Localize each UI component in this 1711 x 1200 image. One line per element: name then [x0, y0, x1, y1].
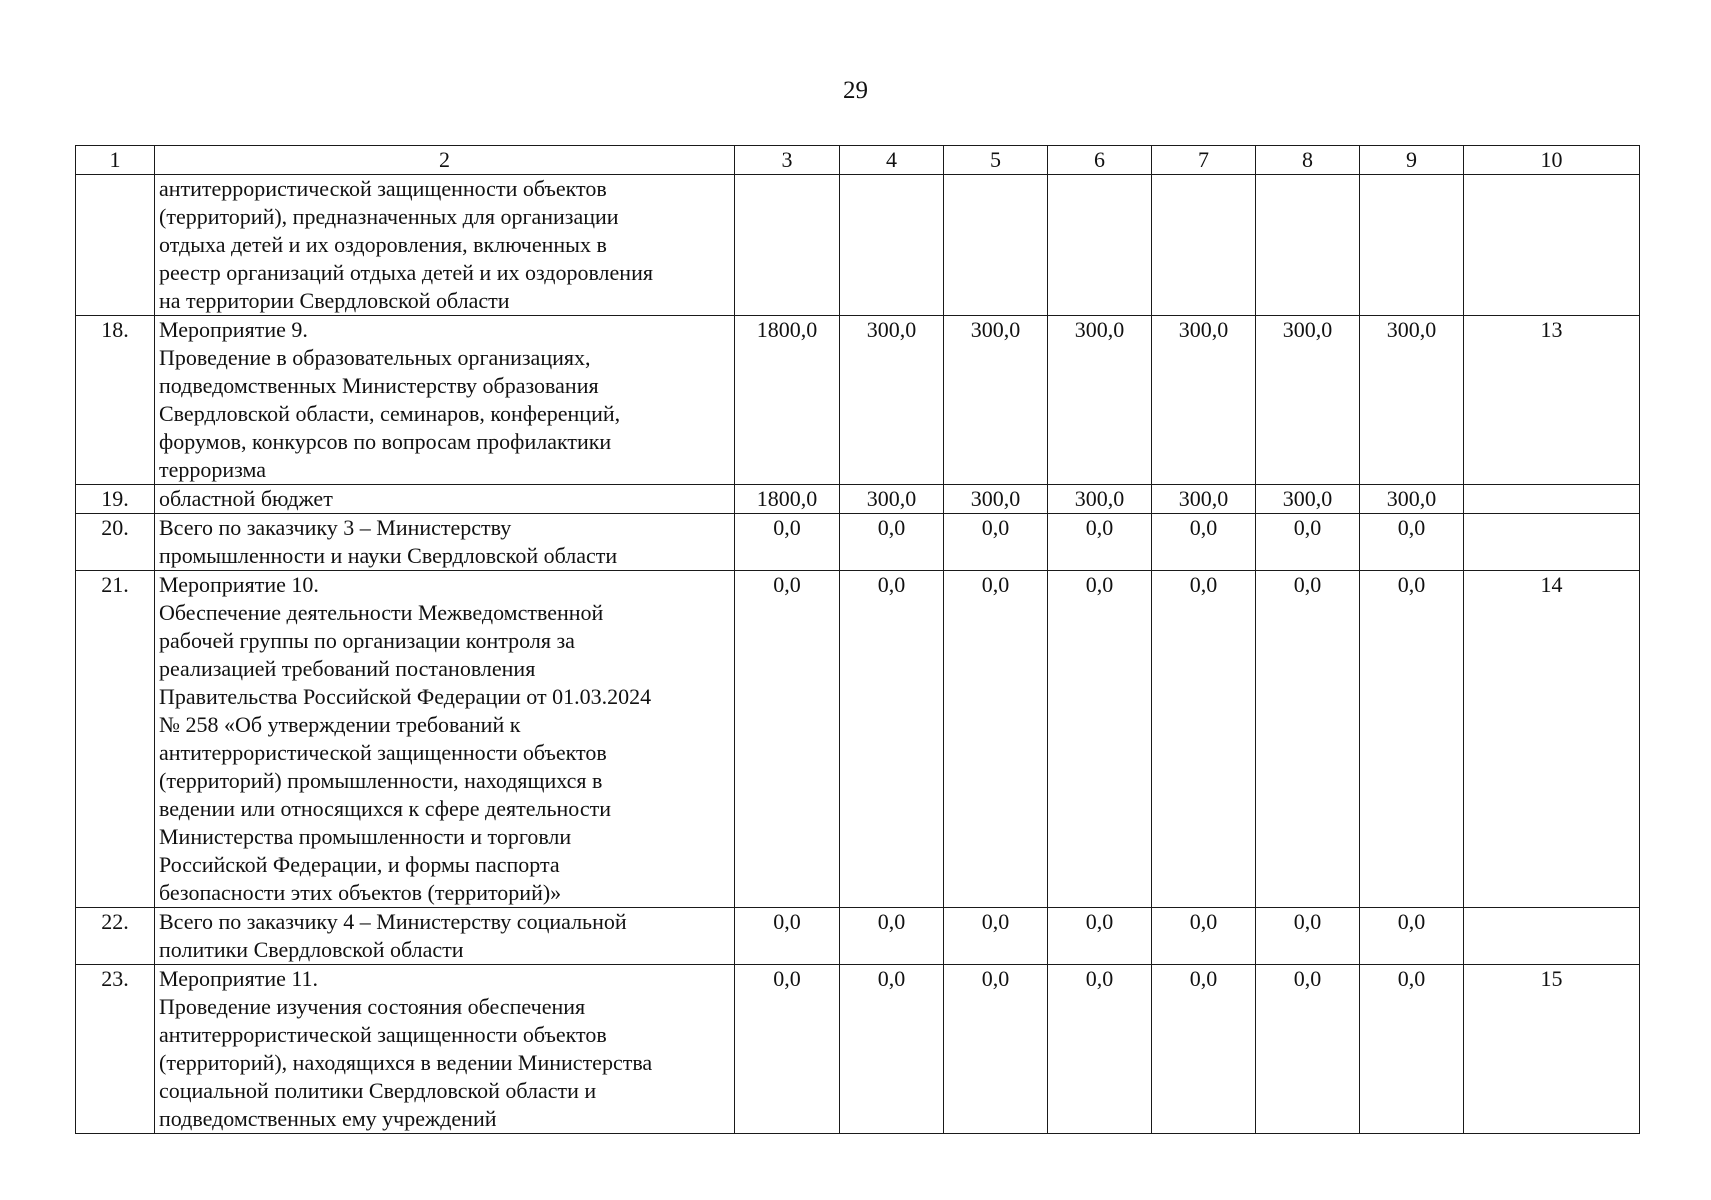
value-cell: 0,0 [1048, 571, 1152, 908]
value-cell: 300,0 [944, 485, 1048, 514]
value-cell: 0,0 [735, 908, 840, 965]
row-number: 23. [76, 965, 155, 1134]
value-cell: 0,0 [944, 514, 1048, 571]
value-cell: 0,0 [1360, 908, 1464, 965]
target-indicator-ref [1464, 485, 1640, 514]
value-cell: 0,0 [1256, 965, 1360, 1134]
value-cell: 300,0 [1360, 485, 1464, 514]
row-description [155, 908, 735, 965]
description-line: Всего по заказчику 3 – Министерству [159, 515, 512, 540]
description-line: реестр организаций отдыха детей и их оздоровления [159, 260, 653, 285]
value-cell: 0,0 [1152, 908, 1256, 965]
column-header: 4 [840, 146, 944, 175]
column-header: 8 [1256, 146, 1360, 175]
value-cell: 0,0 [840, 571, 944, 908]
table-row [76, 514, 1640, 571]
description-line: подведомственных Министерству образования [159, 373, 599, 398]
value-cell: 0,0 [735, 965, 840, 1134]
value-cell: 1800,0 [735, 485, 840, 514]
value-cell: 0,0 [1048, 514, 1152, 571]
description-line: Министерства промышленности и торговли [159, 824, 572, 849]
table-row [76, 571, 1640, 908]
description-line: Российской Федерации, и формы паспорта [159, 852, 560, 877]
row-number [76, 175, 155, 316]
column-header: 7 [1152, 146, 1256, 175]
description-line: форумов, конкурсов по вопросам профилактики [159, 429, 612, 454]
description-line: Обеспечение деятельности Межведомственной [159, 600, 604, 625]
column-header: 2 [155, 146, 735, 175]
value-cell: 300,0 [840, 485, 944, 514]
description-line: социальной политики Свердловской области и [159, 1078, 597, 1103]
value-cell: 0,0 [1152, 965, 1256, 1134]
table-row [76, 965, 1640, 1134]
value-cell: 0,0 [840, 965, 944, 1134]
value-cell: 300,0 [1152, 485, 1256, 514]
row-number: 18. [76, 316, 155, 485]
value-cell: 0,0 [1256, 908, 1360, 965]
table-row [76, 175, 1640, 316]
value-cell [840, 175, 944, 316]
target-indicator-ref [1464, 175, 1640, 316]
description-line: на территории Свердловской области [159, 288, 510, 313]
value-cell: 300,0 [1048, 485, 1152, 514]
description-line: реализацией требований постановления [159, 656, 536, 681]
description-line: Мероприятие 11. [159, 966, 319, 991]
description-line: Проведение в образовательных организациях, [159, 345, 591, 370]
description-line: промышленности и науки Свердловской области [159, 543, 618, 568]
target-indicator-ref: 14 [1464, 571, 1640, 908]
table-row [76, 485, 1640, 514]
value-cell: 1800,0 [735, 316, 840, 485]
description-line: (территорий), предназначенных для организации [159, 204, 619, 229]
value-cell: 0,0 [1048, 965, 1152, 1134]
description-line: политики Свердловской области [159, 937, 464, 962]
row-number: 21. [76, 571, 155, 908]
value-cell [1152, 175, 1256, 316]
row-description [155, 485, 735, 514]
description-line: Всего по заказчику 4 – Министерству социальной [159, 909, 627, 934]
target-indicator-ref: 13 [1464, 316, 1640, 485]
description-line: антитеррористической защищенности объектов [159, 176, 607, 201]
value-cell: 300,0 [1048, 316, 1152, 485]
row-number: 22. [76, 908, 155, 965]
value-cell: 0,0 [1360, 514, 1464, 571]
description-line: безопасности этих объектов (территорий)» [159, 880, 562, 905]
description-line: антитеррористической защищенности объектов [159, 740, 607, 765]
target-indicator-ref [1464, 514, 1640, 571]
target-indicator-ref [1464, 908, 1640, 965]
value-cell: 0,0 [1152, 571, 1256, 908]
value-cell: 0,0 [735, 514, 840, 571]
description-line: Мероприятие 10. [159, 572, 319, 597]
description-line: подведомственных ему учреждений [159, 1106, 497, 1131]
value-cell: 0,0 [840, 908, 944, 965]
row-description [155, 316, 735, 485]
value-cell: 300,0 [1256, 485, 1360, 514]
row-number: 20. [76, 514, 155, 571]
value-cell: 0,0 [1048, 908, 1152, 965]
value-cell: 0,0 [944, 965, 1048, 1134]
description-line: Свердловской области, семинаров, конференций, [159, 401, 621, 426]
value-cell [735, 175, 840, 316]
description-line: Проведение изучения состояния обеспечения [159, 994, 586, 1019]
value-cell: 300,0 [1152, 316, 1256, 485]
description-line: отдыха детей и их оздоровления, включенных в [159, 232, 607, 257]
target-indicator-ref: 15 [1464, 965, 1640, 1134]
value-cell [1256, 175, 1360, 316]
column-header: 5 [944, 146, 1048, 175]
value-cell [944, 175, 1048, 316]
value-cell: 300,0 [1256, 316, 1360, 485]
description-line: ведении или относящихся к сфере деятельности [159, 796, 611, 821]
table-body [76, 175, 1640, 1134]
value-cell: 0,0 [840, 514, 944, 571]
column-header: 9 [1360, 146, 1464, 175]
value-cell: 0,0 [735, 571, 840, 908]
value-cell: 0,0 [1256, 571, 1360, 908]
description-line: терроризма [159, 457, 267, 482]
table-row [76, 316, 1640, 485]
description-line: (территорий), находящихся в ведении Министерства [159, 1050, 653, 1075]
value-cell: 0,0 [1360, 571, 1464, 908]
description-line: Мероприятие 9. [159, 317, 308, 342]
value-cell: 300,0 [1360, 316, 1464, 485]
column-number-row [76, 146, 1640, 175]
table-row [76, 908, 1640, 965]
description-line: Правительства Российской Федерации от 01.03.2024 [159, 684, 652, 709]
description-line: рабочей группы по организации контроля за [159, 628, 575, 653]
row-description [155, 514, 735, 571]
row-description [155, 965, 735, 1134]
column-header: 1 [76, 146, 155, 175]
description-line: № 258 «Об утверждении требований к [159, 712, 521, 737]
value-cell: 0,0 [1360, 965, 1464, 1134]
value-cell: 300,0 [944, 316, 1048, 485]
value-cell: 0,0 [944, 908, 1048, 965]
value-cell: 0,0 [1256, 514, 1360, 571]
row-description [155, 175, 735, 316]
column-header: 10 [1464, 146, 1640, 175]
value-cell [1360, 175, 1464, 316]
row-description [155, 571, 735, 908]
value-cell: 0,0 [944, 571, 1048, 908]
value-cell [1048, 175, 1152, 316]
column-header: 6 [1048, 146, 1152, 175]
row-number: 19. [76, 485, 155, 514]
value-cell: 0,0 [1152, 514, 1256, 571]
column-header: 3 [735, 146, 840, 175]
budget-table [75, 145, 1640, 1134]
description-line: областной бюджет [159, 486, 333, 511]
description-line: антитеррористической защищенности объектов [159, 1022, 607, 1047]
page-number: 29 [843, 77, 868, 104]
value-cell: 300,0 [840, 316, 944, 485]
description-line: (территорий) промышленности, находящихся в [159, 768, 603, 793]
